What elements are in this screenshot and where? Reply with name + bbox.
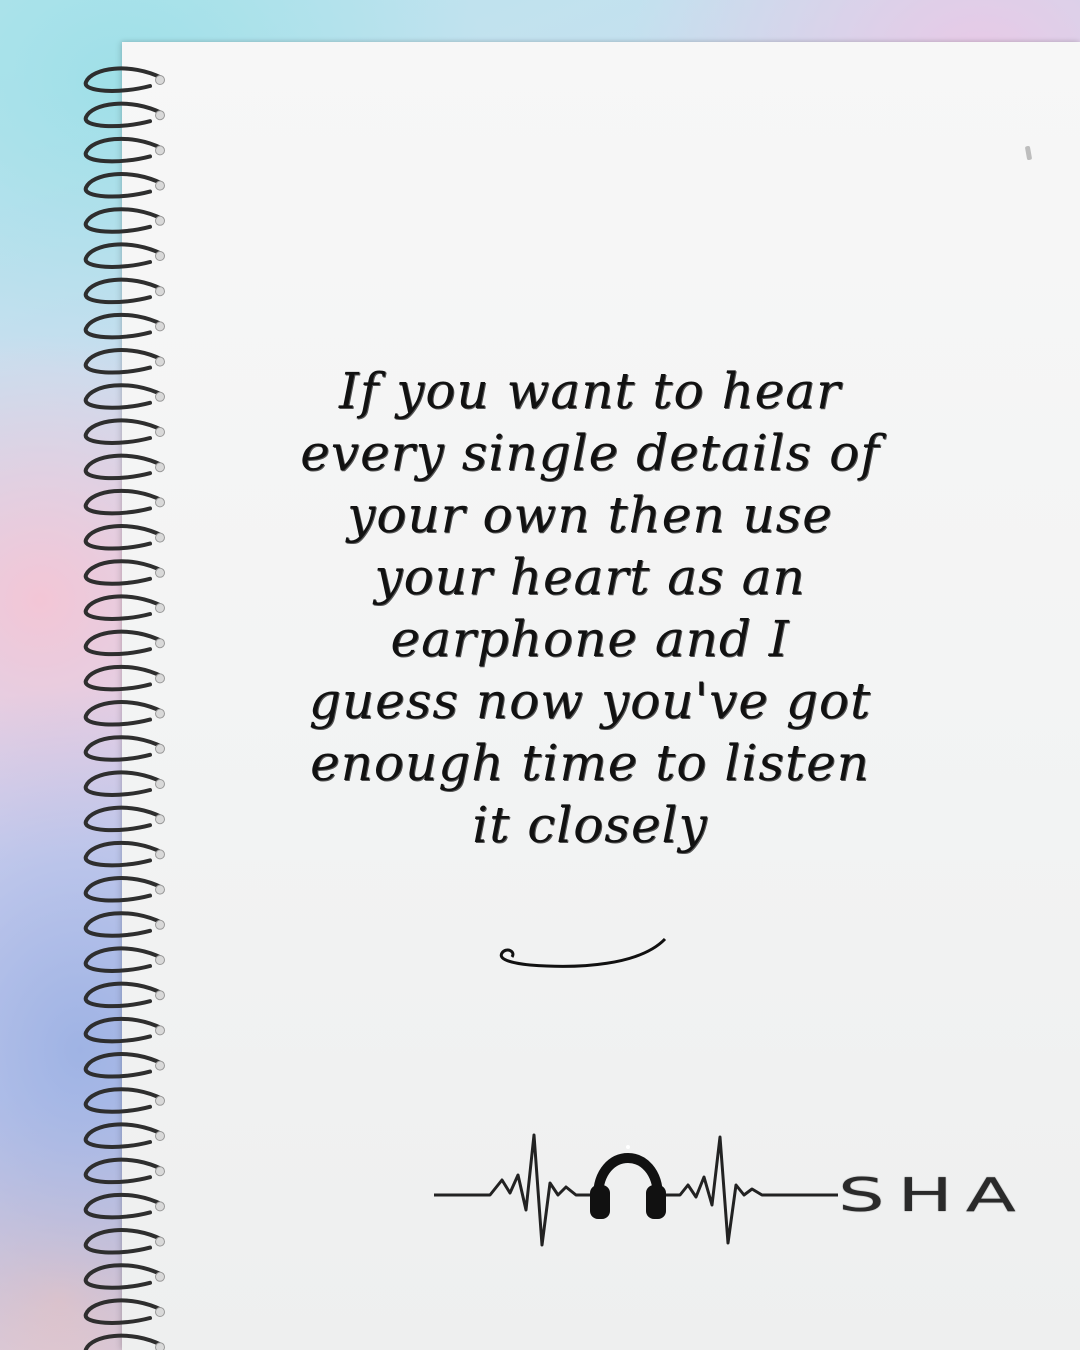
- flourish-swash: [490, 935, 670, 975]
- quote-text: [230, 360, 950, 856]
- quote-line-2: every single details of: [300, 424, 880, 482]
- quote-line-6: guess now you've got: [308, 672, 872, 730]
- quote-line-1: If you want to hear: [339, 362, 841, 420]
- spiral-binding: [0, 0, 200, 1350]
- quote-line-8: it closely: [472, 796, 708, 854]
- quote-line-5: earphone and I: [390, 610, 790, 668]
- quote-line-4: your heart as an: [374, 548, 806, 606]
- signature-text: SHA: [838, 1168, 1029, 1222]
- quote-line-3: your own then use: [347, 486, 833, 544]
- paper-mark: [1025, 146, 1032, 161]
- quote-line-7: enough time to listen: [310, 734, 870, 792]
- headphones-heartbeat-icon: [430, 1125, 850, 1255]
